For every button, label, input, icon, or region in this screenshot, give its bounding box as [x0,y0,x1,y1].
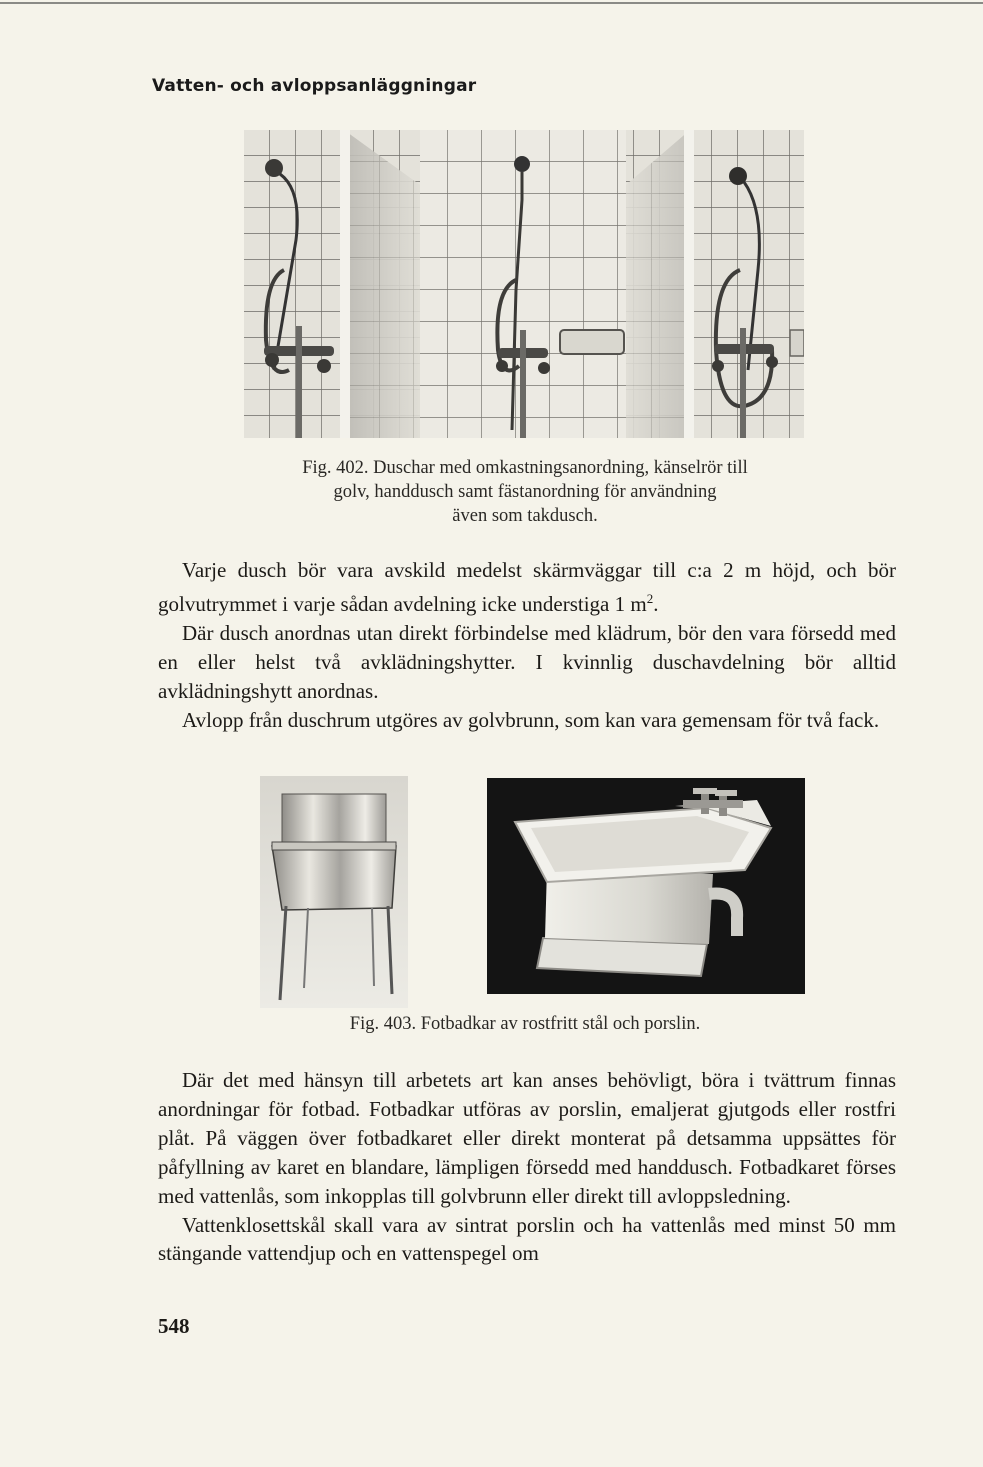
paragraph-text: Varje dusch bör vara avskild medelst skärmväggar till c:a 2 m höjd, och bör golvutrymmet i varje sådan avdelning icke understiga 1 m [158,558,896,616]
paragraph [158,556,896,619]
figure-403-porcelain-footbath-photo [487,778,805,994]
paragraph: Där det med hänsyn till arbetets art kan anses behövligt, böra i tvättrum finnas anordningar för fotbad. Fotbadkar utföras av porslin, emaljerat gjutgods eller rostfri plåt. På väggen över fotbadkaret eller direkt monterat på detsamma uppsättes för påfyllning av karet en blandare, lämpligen försedd med handdusch. Fotbadkaret förses med vattenlås, som inkopplas till golvbrunn eller direkt till avloppsledning. [158,1068,896,1208]
running-head: Vatten- och avloppsanläggningar [152,76,477,96]
paragraph: Där dusch anordnas utan direkt förbindelse med klädrum, bör den vara försedd med en eller helst två avklädningshytter. I kvinnlig duschavdelning bör alltid avklädningshytt anordnas. [158,620,896,703]
page-top-edge [0,2,983,4]
figure-402-caption [200,456,850,528]
caption-line: även som takdusch. [452,506,598,526]
figure-403-caption: Fig. 403. Fotbadkar av rostfritt stål och porslin. [349,1014,701,1034]
text-block-lower [158,1066,896,1268]
text-block-upper [158,556,896,734]
figure-402-showers-photo [244,130,804,438]
paragraph-text-end: . [653,591,659,616]
caption-line: Fig. 402. Duschar med omkastningsanordning, känselrör till [302,458,748,478]
superscript: 2 [646,590,654,606]
caption-line: golv, handdusch samt fästanordning för användning [333,482,717,502]
paragraph: Vattenklosettskål skall vara av sintrat porslin och ha vattenlås med minst 50 mm stängande vattendjup och en vattenspegel om [158,1212,896,1266]
page-number: 548 [158,1314,190,1338]
paragraph: Avlopp från duschrum utgöres av golvbrunn, som kan vara gemensam för två fack. [182,707,880,732]
figure-403-steel-footbath-photo [260,776,408,1008]
